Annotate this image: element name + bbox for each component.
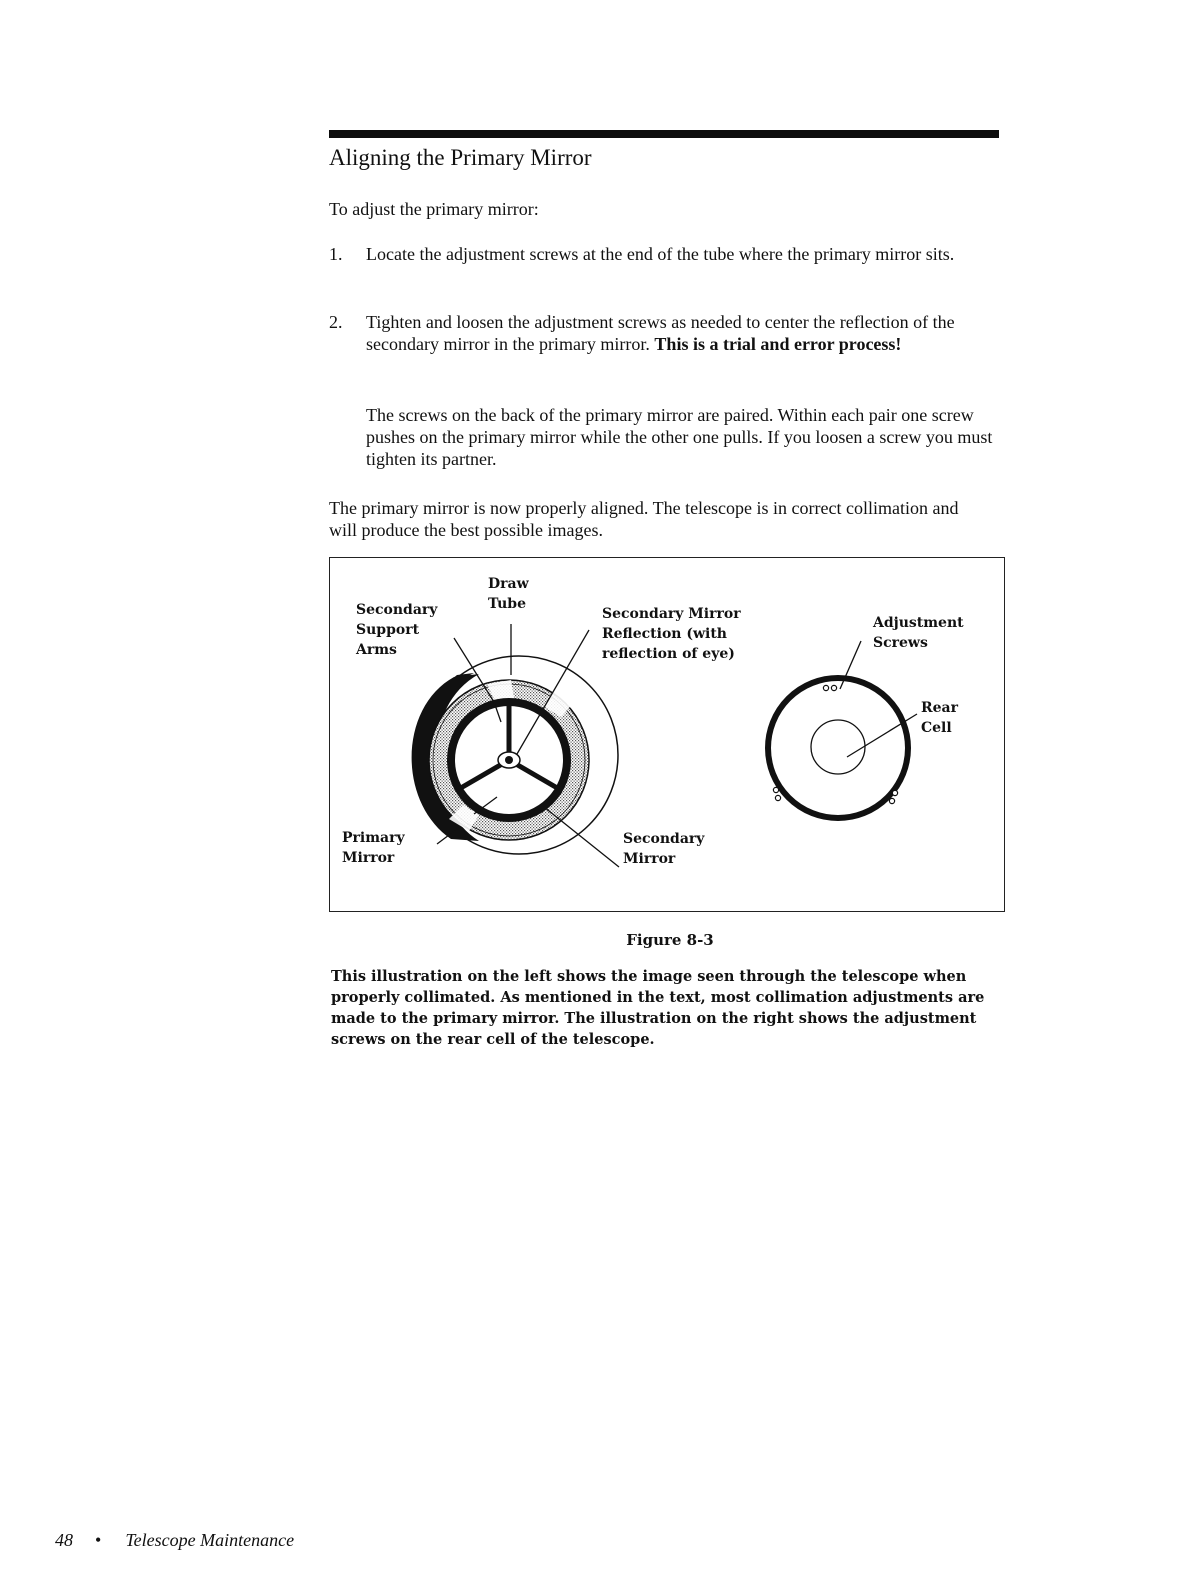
- step-text: Locate the adjustment screws at the end of the tube where the primary mirror sits.: [366, 244, 955, 264]
- label-draw-tube: Draw Tube: [488, 576, 529, 612]
- footer-bullet: •: [95, 1530, 102, 1550]
- section-title: Aligning the Primary Mirror: [329, 145, 592, 170]
- adjustment-screw: [775, 795, 780, 800]
- step-1: [329, 243, 989, 265]
- label-secondary-mirror: Secondary Mirror: [623, 831, 705, 867]
- adjustment-screw: [773, 787, 778, 792]
- step-text-wrap: [366, 311, 989, 355]
- rear-cell-outer: [768, 678, 908, 818]
- figure-caption: This illustration on the left shows the image seen through the telescope when properly collimated. As mentioned in the text, most collimation adjustments are made to the primary mirror. The illustration on the right shows the adjustment screws on the rear cell of the telescope.: [331, 968, 985, 1048]
- step-number: 2.: [329, 312, 343, 332]
- page-number: 48: [55, 1530, 73, 1550]
- label-rear-cell: Rear Cell: [921, 700, 958, 736]
- adjustment-screw: [831, 685, 836, 690]
- chapter-name: Telescope Maintenance: [125, 1530, 295, 1550]
- step-text: Tighten and loosen the adjustment screws as needed to center the reflection of the secondary mirror in the primary mirror.: [366, 312, 955, 354]
- figure-title: Figure 8-3: [626, 931, 714, 949]
- step-emphasis: This is a trial and error process!: [654, 334, 902, 354]
- adjustment-screw: [892, 790, 897, 795]
- label-adjustment-screws: Adjustment Screws: [873, 615, 964, 651]
- section-rule: [329, 130, 999, 138]
- label-secondary-mirror-reflection: Secondary Mirror Reflection (with reflection of eye): [602, 606, 741, 662]
- step-2-note: The screws on the back of the primary mirror are paired. Within each pair one screw pushes on the primary mirror while the other one pulls. If you loosen a screw you must tighten its partner.: [366, 405, 993, 469]
- label-secondary-support-arms: Secondary Support Arms: [356, 602, 438, 658]
- conclusion-text: The primary mirror is now properly aligned. The telescope is in correct collimation and will produce the best possible images.: [329, 498, 959, 540]
- page-footer: [55, 1530, 294, 1551]
- eyepiece-view-diagram: [412, 624, 619, 867]
- label-primary-mirror: Primary Mirror: [342, 830, 405, 866]
- intro-text: To adjust the primary mirror:: [329, 199, 539, 219]
- step-2: [329, 311, 989, 355]
- adjustment-screw: [889, 798, 894, 803]
- rear-cell-diagram: [768, 641, 917, 818]
- adjustment-screw: [823, 685, 828, 690]
- step-number: 1.: [329, 244, 343, 264]
